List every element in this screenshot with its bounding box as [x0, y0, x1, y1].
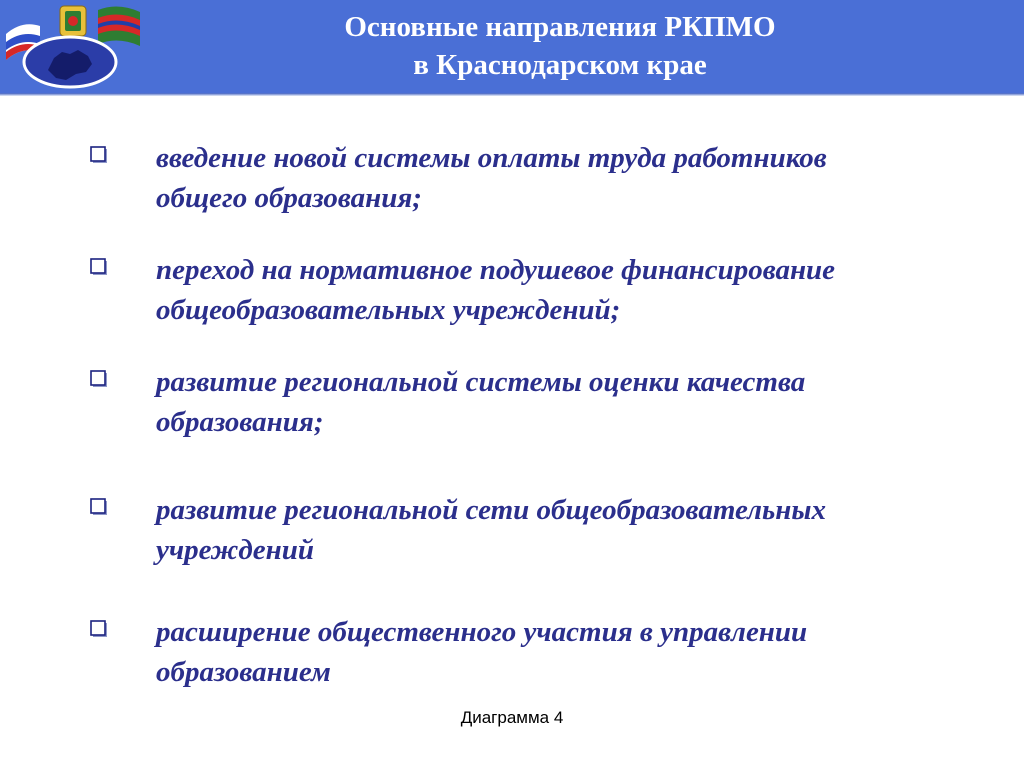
krasnodar-emblem-icon — [0, 0, 150, 93]
checkbox-bullet-icon — [90, 498, 108, 516]
checkbox-bullet-icon — [90, 370, 108, 388]
checkbox-bullet-icon — [90, 258, 108, 276]
title-line-2: в Краснодарском крае — [413, 49, 707, 81]
list-item-text: введение новой системы оплаты труда работников общего образования; — [156, 142, 827, 214]
list-item-text: переход на нормативное подушевое финансирование общеобразовательных учреждений; — [156, 254, 836, 326]
header-shadow — [0, 93, 1024, 96]
header-bar — [0, 0, 1024, 93]
title-line-1: Основные направления РКПМО — [344, 11, 776, 43]
page-title — [180, 8, 940, 84]
diagram-caption: Диаграмма 4 — [460, 708, 564, 727]
list-item-text: развитие региональной системы оценки качества образования; — [156, 366, 806, 438]
list-item-text: расширение общественного участия в управлении образованием — [156, 616, 808, 688]
checkbox-bullet-icon — [90, 146, 108, 164]
list-item-text: развитие региональной сети общеобразовательных учреждений — [156, 494, 827, 566]
checkbox-bullet-icon — [90, 620, 108, 638]
